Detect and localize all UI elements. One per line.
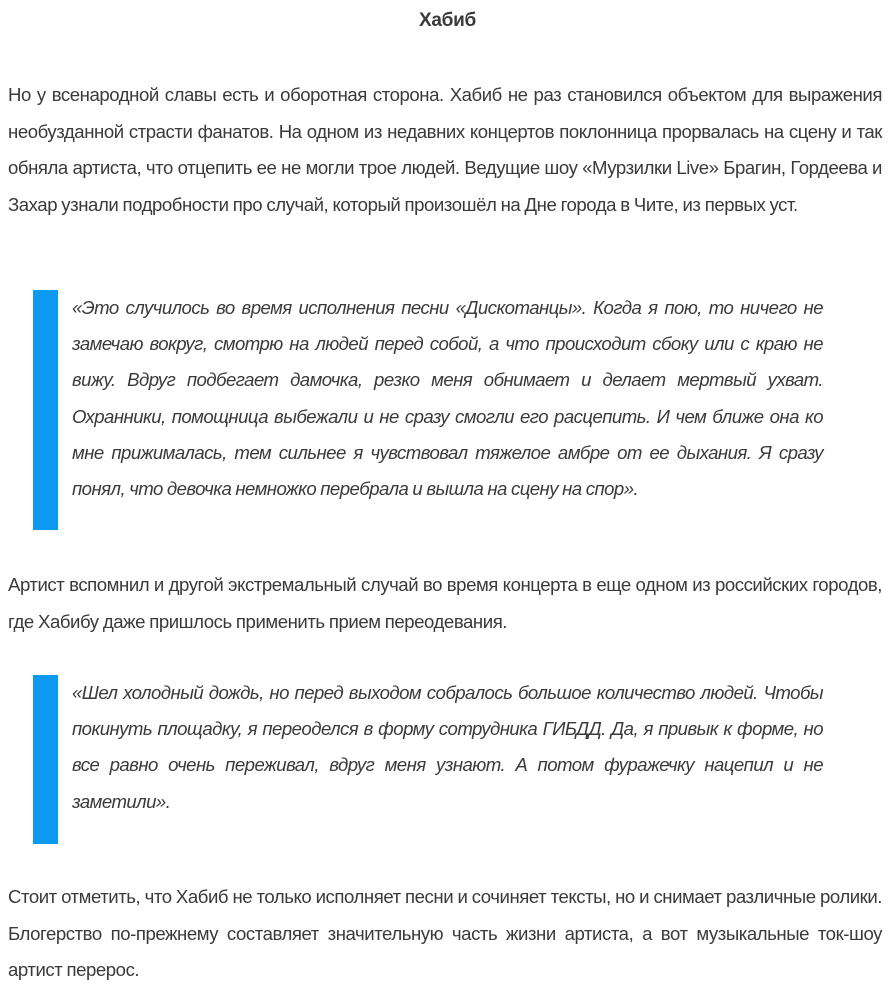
quote-text: «Это случилось во время исполнения песни «Дискотанцы». Когда я пою, то ничего не замечаю вокруг, смотрю на людей перед собой, а что происходит сбоку или с краю не вижу. Вдруг подбегает дамочка, резко меня обнимает и делает мертвый ухват. Охранники, помощница выбежали и не сразу смогли его расцепить. И чем ближе она ко мне прижималась, тем сильнее я чувствовал тяжелое амбре от ее дыхания. Я сразу понял, что девочка немножко перебрала и вышла на сцену на спор». [72, 297, 823, 500]
blockquote-second [33, 675, 825, 844]
blockquote-first [33, 290, 825, 530]
paragraph-intro: Но у всенародной славы есть и оборотная сторона. Хабиб не раз становился объектом для выражения необузданной страсти фанатов. На одном из недавних концертов поклонница прорвалась на сцену и так обняла артиста, что отцепить ее не могли трое людей. Ведущие шоу «Мурзилки Live» Брагин, Гордеева и Захар узнали подробности про случай, который произошёл на Дне города в Чите, из первых уст. [8, 84, 882, 215]
quote-text: «Шел холодный дождь, но перед выходом собралось большое количество людей. Чтобы покинуть площадку, я переоделся в форму сотрудника ГИБДД. Да, я привык к форме, но все равно очень переживал, вдруг меня узнают. А потом фуражечку нацепил и не заметили». [72, 682, 823, 812]
quote-accent-bar [33, 675, 58, 844]
quote-accent-bar [33, 290, 58, 530]
paragraph-second-case: Артист вспомнил и другой экстремальный случай во время концерта в еще одном из российских городов, где Хабибу даже пришлось применить прием переодевания. [8, 574, 882, 632]
paragraph-conclusion: Стоит отметить, что Хабиб не только исполняет песни и сочиняет тексты, но и снимает различные ролики. Блогерство по-прежнему составляет значительную часть жизни артиста, а вот музыкальные ток-шоу артист перерос. [8, 886, 882, 980]
article-heading: Хабиб [419, 10, 476, 31]
